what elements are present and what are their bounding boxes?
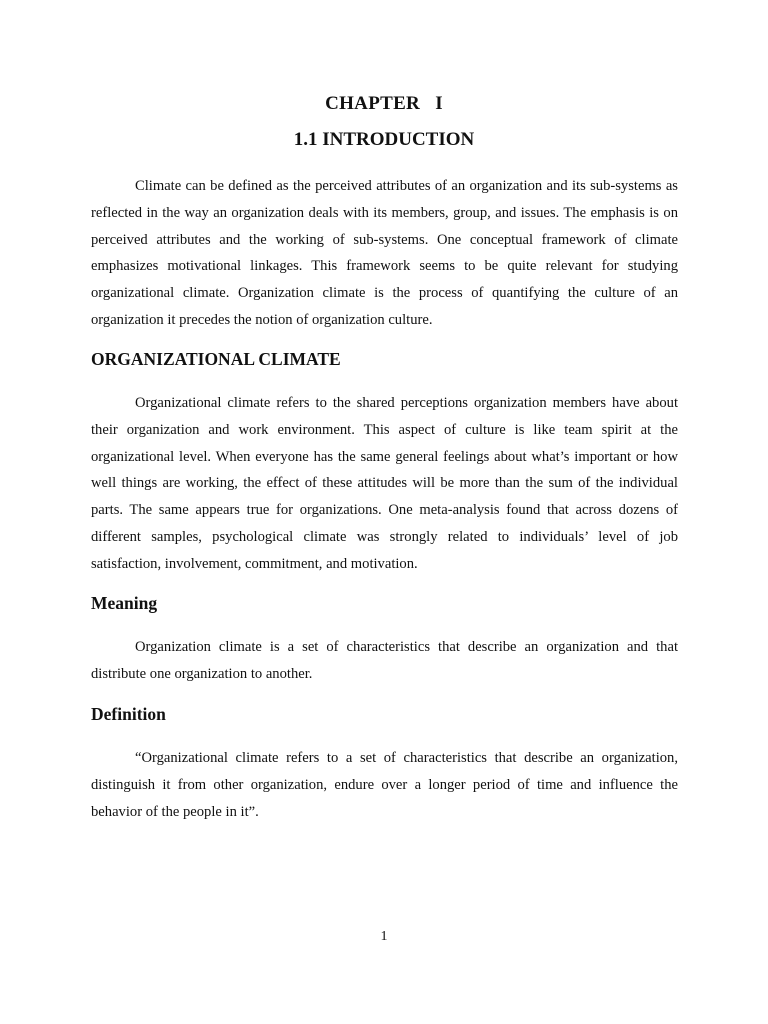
intro-paragraph: Climate can be defined as the perceived attributes of an organization and its sub-systems as reflected in the way an organization deals with its members, group, and issues. The emphasis is on perceived attributes and the working of sub-systems. One conceptual framework of climate emphasizes motivational linkages. This framework seems to be quite relevant for studying organizational climate. Organization climate is the process of quantifying the culture of an organization it precedes the notion of organization culture. — [91, 178, 678, 328]
org-climate-paragraph: Organizational climate refers to the shared perceptions organization members have about their organization and work environment. This aspect of culture is like team spirit at the organizational level. When everyone has the same general feelings about what’s important or how well things are working, the effect of these attitudes will be more than the sum of the individual parts. The same appears true for organizations. One meta-analysis found that across dozens of different samples, psychological climate was strongly related to individuals’ level of job satisfaction, involvement, commitment, and motivation. — [91, 395, 678, 572]
meaning-paragraph: Organization climate is a set of characteristics that describe an organization and that distribute one organization to another. — [91, 639, 678, 682]
definition-heading: Definition — [91, 704, 166, 724]
definition-paragraph: “Organizational climate refers to a set of characteristics that describe an organization, distinguish it from other organization, endure over a longer period of time and influence the behavior of the people in it”. — [91, 750, 678, 820]
chapter-heading: CHAPTER I — [325, 93, 443, 114]
section-title: 1.1 INTRODUCTION — [293, 129, 475, 150]
meaning-heading: Meaning — [91, 593, 158, 613]
org-climate-heading: ORGANIZATIONAL CLIMATE — [91, 349, 341, 369]
page-number: 1 — [380, 929, 388, 944]
